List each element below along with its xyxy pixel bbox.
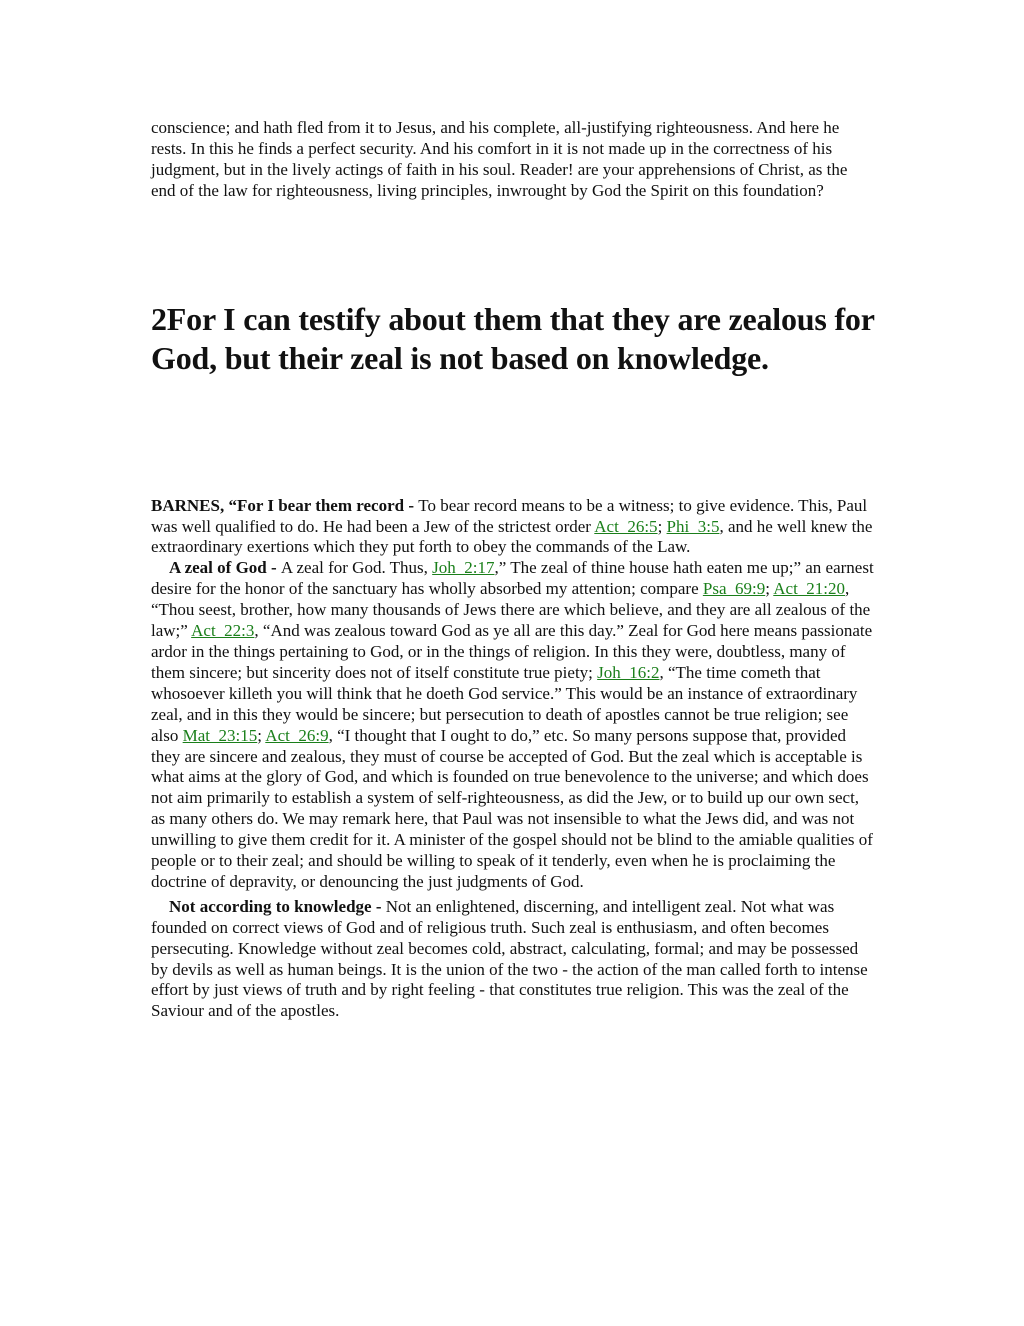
barnes-text: Not an enlightened, discerning, and intelligent zeal. Not what was founded on correct views of God and of religious truth. Such zeal is enthusiasm, and often becomes persecuting. Knowledge without zeal becomes cold, abstract, calculating, formal; and may be possessed by devils as well as human beings. It is the union of the two - the action of the man called forth to intense effort by just views of truth and by right feeling - that constitutes true religion. This was the zeal of the Saviour and of the apostles. <box>151 896 868 1021</box>
verse-heading: 2For I can testify about them that they are zealous for God, but their zeal is not based on knowledge. <box>151 300 875 376</box>
barnes-text: , “The time cometh that whosoever killeth you will think that he doeth God service.” This would be an instance of extraordinary zeal, and in this they would be sincere; but persecution to death of apostles cannot be true religion; see also <box>151 662 858 745</box>
barnes-paragraph-knowledge <box>151 897 875 1022</box>
barnes-text: A zeal for God. Thus, <box>280 558 433 578</box>
scripture-link-joh-16-2[interactable]: Joh_16:2 <box>597 662 660 682</box>
scripture-link-act-26-9[interactable]: Act_26:9 <box>265 725 329 745</box>
barnes-text: ; <box>657 516 667 536</box>
barnes-text: , “Thou seest, brother, how many thousands of Jews there are which believe, and they are all zealous of the law;” <box>151 579 871 641</box>
barnes-lead-zeal-of-god: A zeal of God - <box>169 558 281 578</box>
scripture-link-psa-69-9[interactable]: Psa_69:9 <box>702 579 766 599</box>
scripture-link-act-21-20[interactable]: Act_21:20 <box>773 579 846 599</box>
scripture-link-phi-3-5[interactable]: Phi_3:5 <box>666 516 720 536</box>
barnes-text: , “I thought that I ought to do,” etc. So many persons suppose that, provided they are sincere and zealous, they must of course be accepted of God. But the zeal which is acceptable is what aims at the glory of God, and which is founded on true benevolence to the universe; and which does not aim primarily to establish a system of self-righteousness, as did the Jew, or to build up our own sect, as many others do. We may remark here, that Paul was not insensible to what the Jews did, and was not unwilling to give them credit for it. A minister of the gospel should not be blind to the amiable qualities of people or to their zeal; and should be willing to speak of it tenderly, even when he is proclaiming the doctrine of depravity, or denouncing the just judgments of God. <box>151 725 873 891</box>
document-page <box>151 118 875 1022</box>
barnes-text: , and he well knew the extraordinary exertions which they put forth to obey the commands of the Law. <box>151 516 873 557</box>
barnes-lead-record: BARNES, “For I bear them record - <box>151 495 419 515</box>
scripture-link-mat-23-15[interactable]: Mat_23:15 <box>182 725 258 745</box>
scripture-link-joh-2-17[interactable]: Joh_2:17 <box>432 558 495 578</box>
barnes-paragraph-record <box>151 496 875 559</box>
barnes-lead-knowledge: Not according to knowledge - <box>169 896 386 916</box>
scripture-link-act-26-5[interactable]: Act_26:5 <box>594 516 658 536</box>
barnes-text: ; <box>257 725 266 745</box>
barnes-text: , “And was zealous toward God as ye all are this day.” Zeal for God here means passionate ardor in the things pertaining to God, or in the things of religion. In this they were, doubtless, many of them sincere; but sincerity does not of itself constitute true piety; <box>151 621 873 682</box>
scripture-link-act-22-3[interactable]: Act_22:3 <box>191 621 255 641</box>
intro-paragraph: conscience; and hath fled from it to Jesus, and his complete, all-justifying righteousness. And here he rests. In this he finds a perfect security. And his comfort in it is not made up in the correctness of his judgment, but in the lively actings of faith in his soul. Reader! are your apprehensions of Christ, as the end of the law for righteousness, living principles, inwrought by God the Spirit on this foundation? <box>151 118 848 200</box>
barnes-text: ,” The zeal of thine house hath eaten me up;” an earnest desire for the honor of the sanctuary has wholly absorbed my attention; compare <box>151 558 874 599</box>
barnes-paragraph-zeal-of-god <box>151 558 875 893</box>
barnes-text: To bear record means to be a witness; to give evidence. This, Paul was well qualified to do. He had been a Jew of the strictest order <box>151 495 868 536</box>
barnes-text: ; <box>765 579 774 599</box>
